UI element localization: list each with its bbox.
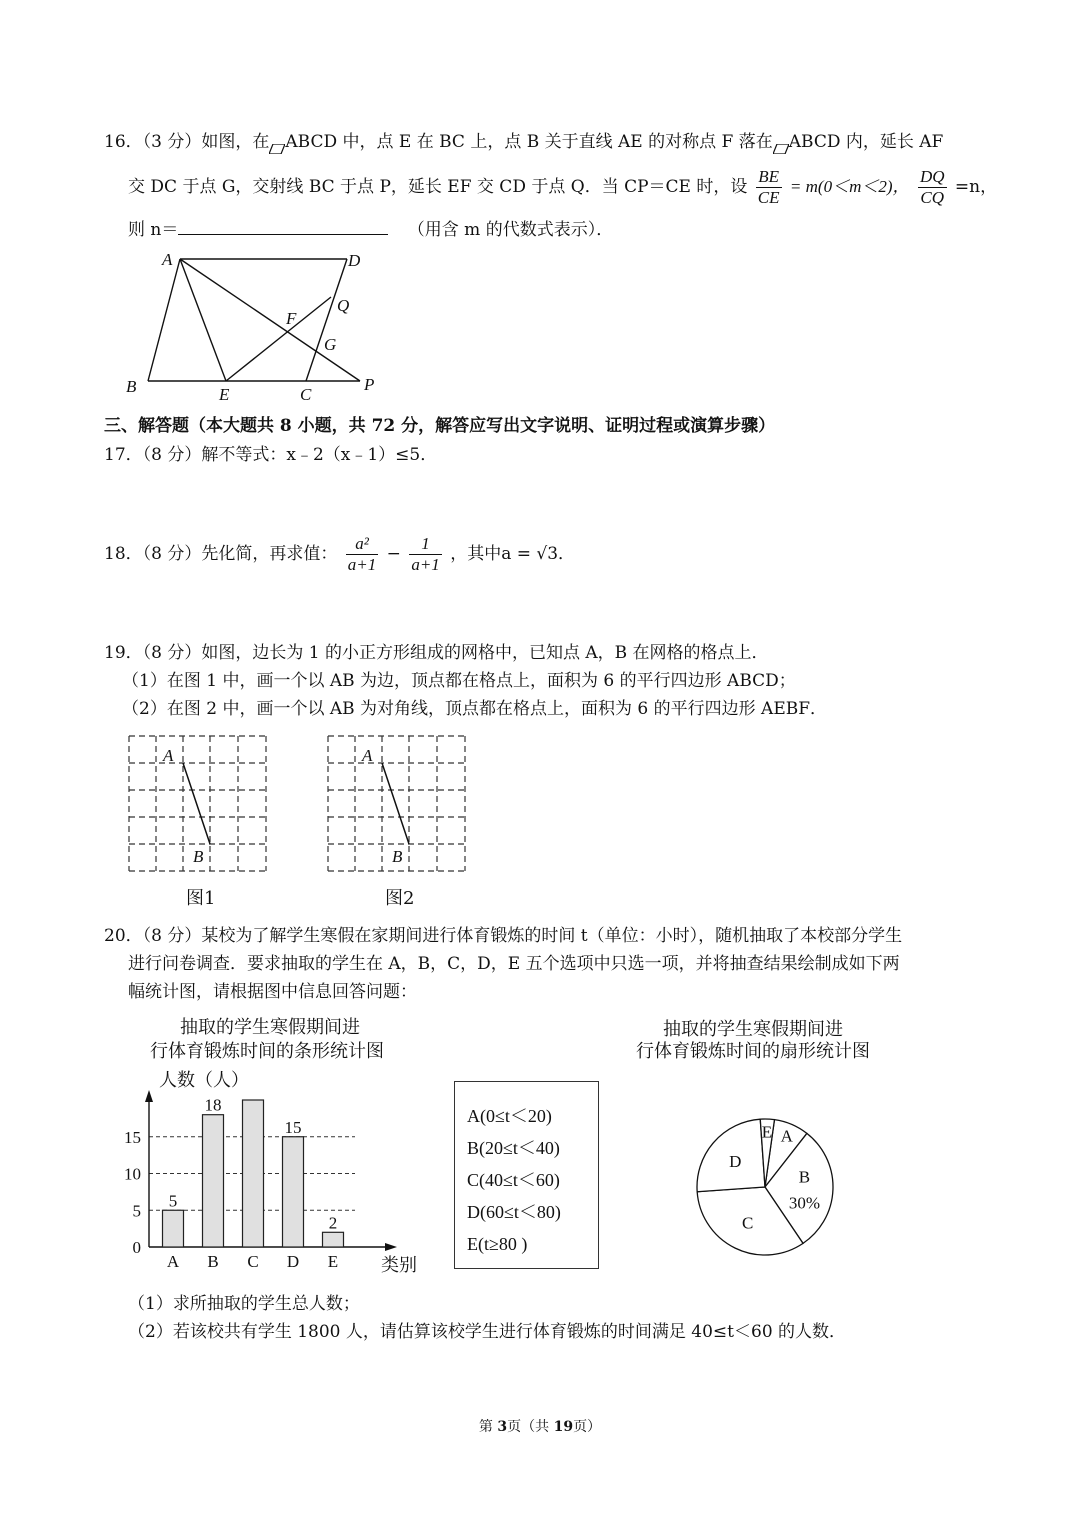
- fig1-caption: 图1: [186, 888, 216, 909]
- fig-label-c: C: [300, 385, 312, 404]
- fraction-a2-a1: [346, 534, 378, 575]
- bar-chart-subtitle: 行体育锻炼时间的条形统计图: [150, 1041, 384, 1062]
- parallelogram-icon: [773, 138, 789, 148]
- y-tick-label: 0: [132, 1238, 141, 1257]
- pie-chart-title: 抽取的学生寒假期间进: [663, 1019, 843, 1040]
- legend-item: C(40≤t＜60): [467, 1170, 560, 1190]
- x-axis-label: 类别: [381, 1255, 417, 1275]
- section-header: 三、解答题（本大题共 8 小题，共 72 分，解答应写出文字说明、证明过程或演算步骤）: [104, 416, 776, 436]
- x-axis-arrow-icon: [385, 1243, 397, 1251]
- point-b-label: B: [392, 847, 403, 866]
- frac-den: CQ: [920, 188, 945, 207]
- q20-stem2: 进行问卷调查．要求抽取的学生在 A，B，C，D，E 五个选项中只选一项，并将抽查结果绘制成如下两: [128, 954, 900, 974]
- page-number: 3: [497, 1419, 508, 1435]
- pie-label: B: [798, 1167, 811, 1187]
- q20-stem1: 20．（8 分）某校为了解学生寒假在家期间进行体育锻炼的时间 t（单位：小时），随机抽取了本校部分学生: [104, 926, 903, 946]
- q16-line3: [128, 218, 613, 241]
- data-label: 2: [328, 1213, 338, 1233]
- pie-label: E: [761, 1122, 773, 1142]
- page-footer: [0, 1416, 1080, 1436]
- fig-label-q: Q: [337, 296, 350, 315]
- x-tick-label: D: [286, 1252, 300, 1271]
- y-tick-label: 10: [124, 1164, 141, 1184]
- legend-item: D(60≤t＜80): [467, 1202, 561, 1222]
- bar: [283, 1137, 304, 1247]
- q16-line1a: 16．（3 分）如图，在: [104, 132, 270, 152]
- legend-item: B(20≤t＜40): [467, 1138, 560, 1158]
- parallelogram-icon: [269, 138, 285, 148]
- pie-label: D: [729, 1152, 742, 1172]
- fig-label-f: F: [286, 309, 297, 328]
- frac-num: 1: [409, 534, 441, 555]
- q16-line1: [104, 131, 943, 153]
- fraction-be-ce: [756, 167, 782, 208]
- fig-label-d: D: [348, 251, 361, 270]
- fig-label-e: E: [219, 385, 230, 404]
- q18-prefix: 18．（8 分）先化简，再求值：: [104, 544, 338, 564]
- legend-list: [467, 1100, 561, 1260]
- footer-mid: 页（共: [507, 1419, 554, 1435]
- frac-num: a²: [346, 534, 378, 555]
- q20-part1: （1）求所抽取的学生总人数；: [128, 1294, 360, 1314]
- q19-part2: （2）在图 2 中，画一个以 AB 为对角线，顶点都在格点上，面积为 6 的平行四边形 AEBF．: [122, 699, 828, 719]
- footer-suffix: 页）: [573, 1419, 602, 1435]
- bar: [323, 1232, 344, 1247]
- q18: [104, 532, 575, 576]
- frac-num: DQ: [919, 167, 945, 186]
- y-axis-arrow-icon: [145, 1090, 153, 1102]
- q16-line1b: ABCD 中，点 E 在 BC 上，点 B 关于直线 AE 的对称点 F 落在: [285, 132, 773, 152]
- legend-item: E(t≥80 ): [467, 1234, 528, 1254]
- q18-suffix: ，其中a = √3．: [450, 544, 576, 564]
- total-pages: 19: [553, 1419, 574, 1435]
- q16-line2b: = m(0＜m＜2)，: [789, 177, 910, 196]
- q19-stem: 19．（8 分）如图，边长为 1 的小正方形组成的网格中，已知点 A，B 在网格的格点上．: [104, 643, 769, 663]
- frac-den: a+1: [347, 555, 377, 574]
- point-a-label: A: [362, 746, 373, 765]
- fig-label-a: A: [162, 250, 173, 269]
- fraction-dq-cq: [918, 167, 947, 208]
- point-b-label: B: [193, 847, 204, 866]
- y-tick-label: 15: [124, 1127, 141, 1147]
- legend-item: A(0≤t＜20): [467, 1106, 552, 1126]
- data-label: 18: [204, 1095, 222, 1115]
- x-tick-label: E: [327, 1252, 339, 1271]
- bar: [243, 1100, 264, 1247]
- frac-den: a+1: [411, 555, 440, 574]
- q16-line3b: （用含 m 的代数式表示）．: [407, 220, 614, 240]
- bar-chart-title: 抽取的学生寒假期间进: [180, 1017, 360, 1038]
- pie-chart-subtitle: 行体育锻炼时间的扇形统计图: [636, 1041, 870, 1062]
- q16-line2a: 交 DC 于点 G，交射线 BC 于点 P，延长 EF 交 CD 于点 Q．当 CP＝CE 时，设: [128, 177, 748, 197]
- grid-figure-1: [125, 732, 275, 892]
- y-axis-label: 人数（人）: [159, 1070, 249, 1090]
- pie-chart: [690, 1112, 840, 1262]
- footer-prefix: 第: [478, 1419, 498, 1435]
- x-tick-label: B: [207, 1252, 219, 1271]
- q19-part1: （1）在图 1 中，画一个以 AB 为边，顶点都在格点上，面积为 6 的平行四边形 ABCD；: [122, 671, 796, 691]
- legend-box: [454, 1081, 599, 1269]
- q16-line3a: 则 n＝: [128, 220, 179, 240]
- q16-line2c: =n，: [954, 177, 998, 197]
- grid-figure-2: [324, 732, 474, 892]
- q16-line1c: ABCD 内，延长 AF: [788, 132, 944, 152]
- bar: [203, 1115, 224, 1247]
- fig-label-p: P: [364, 375, 375, 394]
- x-tick-label: A: [166, 1252, 180, 1271]
- fig2-caption: 图2: [385, 888, 415, 909]
- x-tick-label: C: [247, 1252, 259, 1271]
- bar: [163, 1210, 184, 1247]
- q20-part2: （2）若该校共有学生 1800 人，请估算该校学生进行体育锻炼的时间满足 40≤t＜60 的人数．: [128, 1322, 847, 1342]
- data-label: 5: [168, 1191, 178, 1211]
- pie-label: C: [742, 1213, 754, 1233]
- fig-label-b: B: [126, 377, 137, 396]
- fig-label-g: G: [324, 335, 337, 354]
- q20-stem3: 幅统计图，请根据图中信息回答问题：: [128, 982, 417, 1002]
- data-label: 15: [284, 1117, 302, 1137]
- frac-den: CE: [757, 188, 780, 207]
- point-a-label: A: [163, 746, 174, 765]
- y-tick-label: 5: [132, 1201, 141, 1221]
- q16-figure: [120, 244, 390, 409]
- frac-num: BE: [756, 167, 782, 188]
- minus-sign: −: [386, 544, 401, 564]
- q16-line2: [128, 165, 997, 209]
- pie-percent-label: 30%: [788, 1193, 821, 1213]
- bar-chart: [115, 1066, 435, 1281]
- answer-blank[interactable]: [178, 218, 388, 235]
- fraction-1-a1: [409, 534, 441, 575]
- q17: 17．（8 分）解不等式：x﹣2（x﹣1）≤5．: [104, 445, 438, 465]
- pie-label: A: [780, 1126, 793, 1146]
